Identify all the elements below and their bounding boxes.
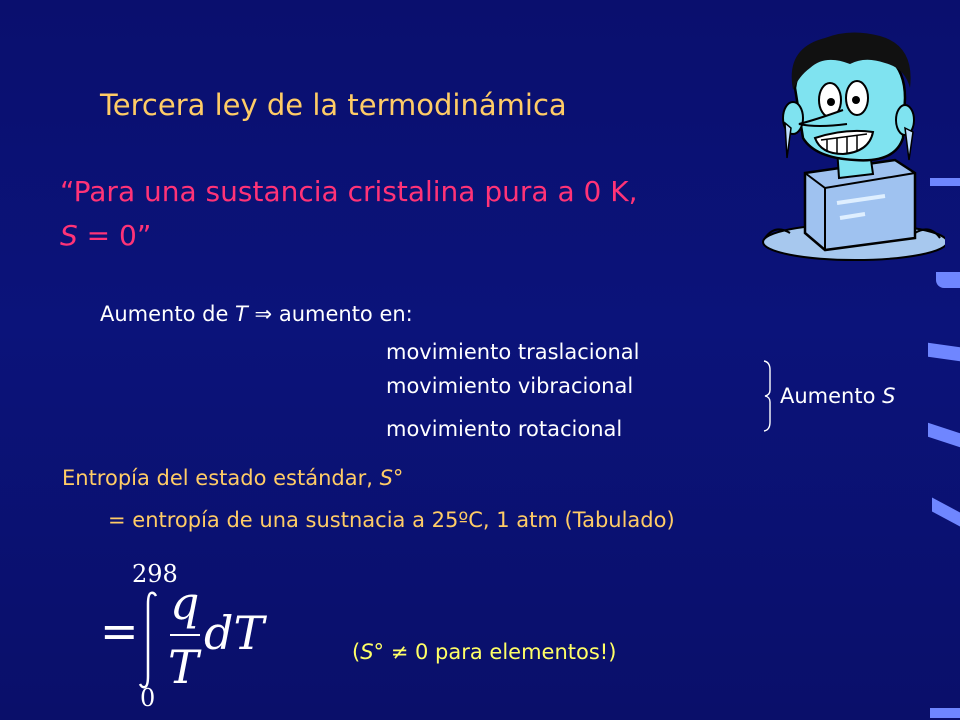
entropy-symbol: S <box>60 219 78 252</box>
increase-rest: aumento en: <box>278 302 413 326</box>
entropy-increase-label <box>780 384 895 408</box>
right-brace <box>762 360 772 432</box>
integral-upper-limit: 298 <box>132 560 178 588</box>
decor-stripe <box>936 272 960 288</box>
motion-item: movimiento traslacional <box>386 340 640 364</box>
motion-item: movimiento rotacional <box>386 417 623 441</box>
entropy-symbol: S <box>882 384 896 408</box>
quote-line-2-rest: = 0” <box>77 219 152 252</box>
decor-stripe <box>928 343 960 361</box>
note-rest: ≠ 0 para elementos!) <box>384 640 617 664</box>
implies-arrow: ⇒ <box>247 302 279 326</box>
integral-lower-limit: 0 <box>140 684 156 712</box>
differential-dT: dT <box>204 606 265 660</box>
fraction-bar <box>170 634 200 636</box>
decor-stripe <box>930 708 960 718</box>
fraction-numerator: q <box>170 576 200 630</box>
decor-stripe <box>932 498 960 527</box>
temperature-increase-line <box>100 302 413 326</box>
standard-entropy-title <box>62 466 403 490</box>
elements-note <box>352 640 616 664</box>
result-label: Aumento <box>780 384 883 408</box>
slide-title: Tercera ley de la termodinámica <box>100 88 567 122</box>
standard-label: Entropía del estado estándar, <box>62 466 380 490</box>
integral-symbol <box>136 590 160 690</box>
increase-lead: Aumento de <box>100 302 236 326</box>
frozen-man-illustration <box>755 28 945 263</box>
note-open: ( <box>352 640 361 664</box>
equals-sign: = <box>100 604 139 658</box>
decor-stripe <box>928 423 960 447</box>
standard-entropy-symbol: S° <box>379 466 404 490</box>
temperature-symbol: T <box>235 302 248 326</box>
standard-entropy-definition: = entropía de una sustnacia a 25ºC, 1 atm (Tabulado) <box>108 508 675 532</box>
third-law-quote <box>60 170 638 258</box>
quote-line-2 <box>60 214 638 258</box>
quote-line-1: “Para una sustancia cristalina pura a 0 K, <box>60 175 638 208</box>
fraction-denominator: T <box>168 640 199 694</box>
note-entropy-symbol: S° <box>360 640 385 664</box>
motion-item: movimiento vibracional <box>386 374 634 398</box>
